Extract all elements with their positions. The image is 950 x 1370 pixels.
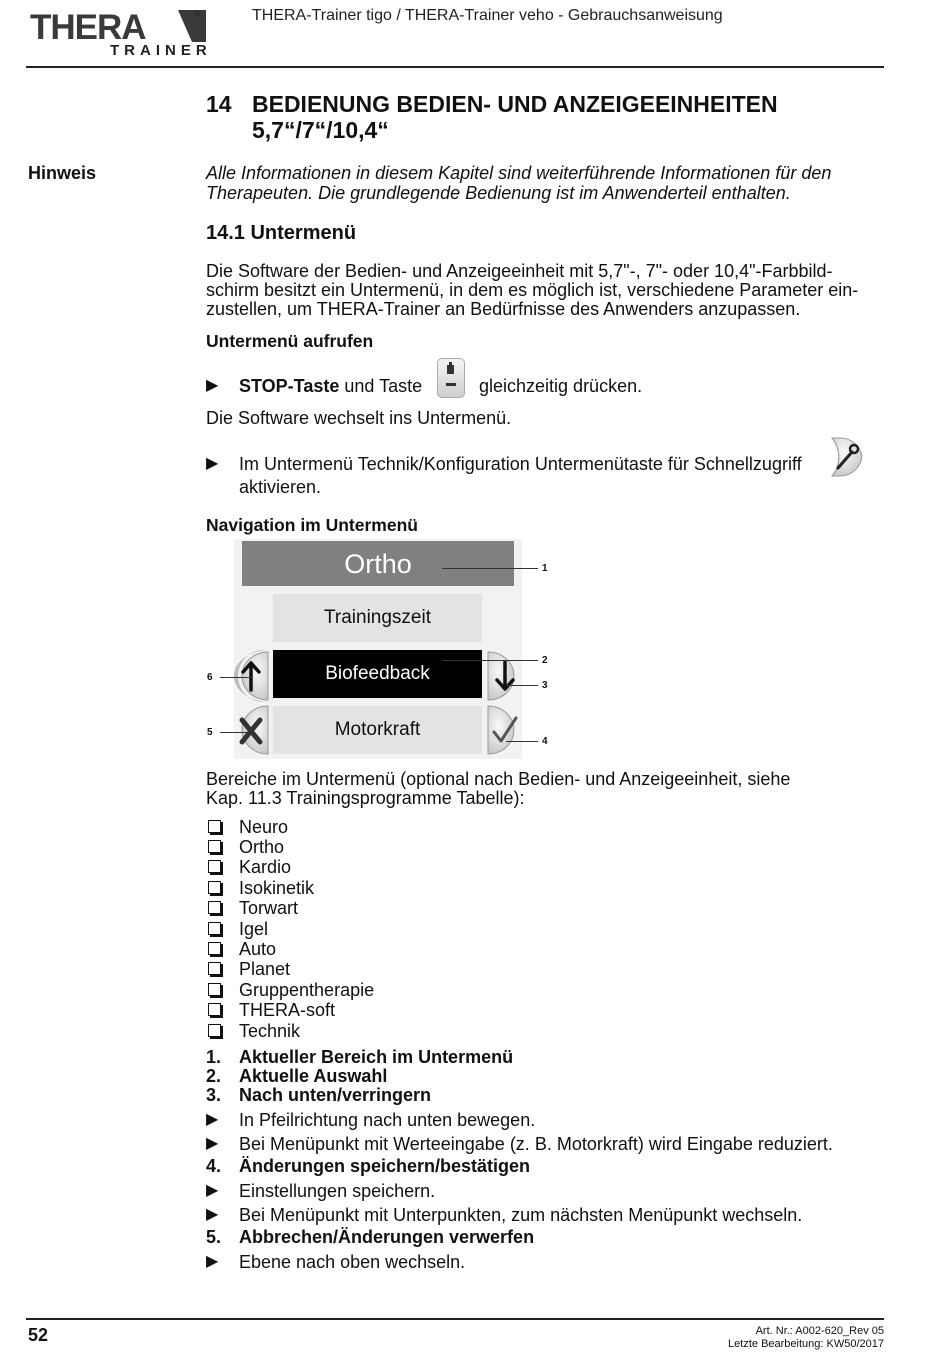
registered-mark: ® <box>194 10 200 19</box>
plus-minus-key-icon <box>437 358 465 398</box>
bullet-arrow-icon: ▶ <box>206 1206 219 1223</box>
navigation-heading: Navigation im Untermenü <box>206 515 418 535</box>
last-edit: Letzte Bearbeitung: KW50/2017 <box>728 1338 884 1350</box>
menu-item-trainingszeit[interactable]: Trainingszeit <box>273 594 482 642</box>
callout-leader-5 <box>220 732 252 733</box>
checkbox-icon <box>208 942 221 955</box>
callout-leader-1 <box>442 568 538 569</box>
checkbox-icon <box>208 840 221 853</box>
checkbox-icon <box>208 922 221 935</box>
document-title: THERA-Trainer tigo / THERA-Trainer veho - Gebrauchsanweisung <box>252 7 723 24</box>
chapter-number: 14 <box>206 91 232 117</box>
checkbox-icon <box>208 1003 221 1016</box>
checkbox-icon <box>208 983 221 996</box>
callout-3: 3 <box>542 680 548 691</box>
hint-text <box>206 163 876 203</box>
hint-line: Therapeuten. Die grundlegende Bedienung ist im Anwenderteil enthalten. <box>206 183 791 203</box>
stop-key-label: STOP-Taste <box>239 376 340 396</box>
hint-label: Hinweis <box>28 163 97 183</box>
step-quick-access <box>206 453 886 499</box>
checkbox-icon <box>208 1024 221 1037</box>
svg-text:THERA: THERA <box>30 8 146 46</box>
intro-line: Die Software der Bedien- und Anzeigeeinheit mit 5,7"-, 7"- oder 10,4"-Farbbild- <box>206 261 833 281</box>
up-arrow-button[interactable] <box>234 650 270 702</box>
down-arrow-button[interactable] <box>486 650 522 702</box>
menu-item-motorkraft[interactable]: Motorkraft <box>273 706 482 754</box>
footer-info <box>728 1325 884 1351</box>
bullet-arrow-icon: ▶ <box>206 1182 219 1199</box>
thera-logo <box>30 8 206 46</box>
logo-trainer-text: TRAINER <box>110 42 212 59</box>
section-heading: 14.1 Untermenü <box>206 222 357 244</box>
step-stop-key <box>206 375 886 397</box>
callout-leader-3 <box>506 685 538 686</box>
bullet-arrow-icon: ▶ <box>206 1253 219 1270</box>
menu-item-biofeedback[interactable]: Biofeedback <box>273 650 482 698</box>
bullet-arrow-icon: ▶ <box>206 455 219 472</box>
step-text: aktivieren. <box>239 477 322 497</box>
checkbox-icon <box>208 820 221 833</box>
current-area-bar: Ortho <box>242 541 514 586</box>
callout-leader-6 <box>220 677 252 678</box>
callout-6: 6 <box>207 672 213 683</box>
section-intro <box>206 262 886 319</box>
bullet-arrow-icon: ▶ <box>206 1135 219 1152</box>
callout-leader-2 <box>442 660 538 661</box>
bullet-arrow-icon: ▶ <box>206 377 219 394</box>
cancel-x-button[interactable] <box>234 704 270 756</box>
bullet-arrow-icon: ▶ <box>206 1111 219 1128</box>
step-text: und Taste <box>339 376 423 396</box>
step-text: Im Untermenü Technik/Konfiguration Untermenütaste für Schnellzugriff <box>239 454 802 474</box>
areas-intro-line: Bereiche im Untermenü (optional nach Bedien- und Anzeigeeinheit, siehe <box>206 769 791 789</box>
page-number: 52 <box>28 1325 49 1345</box>
callout-1: 1 <box>542 563 548 574</box>
chapter-title-line2: 5,7“/7“/10,4“ <box>252 117 389 143</box>
callout-2: 2 <box>542 655 548 666</box>
submenu-result-text: Die Software wechselt ins Untermenü. <box>206 408 512 428</box>
checkbox-icon <box>208 881 221 894</box>
intro-line: zustellen, um THERA-Trainer an Bedürfnisse des Anwenders anzupassen. <box>206 299 801 319</box>
open-submenu-heading: Untermenü aufrufen <box>206 331 374 351</box>
wrench-icon <box>830 436 864 478</box>
checkbox-icon <box>208 860 221 873</box>
checkbox-icon <box>208 901 221 914</box>
footer-divider <box>26 1318 884 1320</box>
checkbox-icon <box>208 962 221 975</box>
article-number: Art. Nr.: A002-620_Rev 05 <box>755 1325 884 1337</box>
callout-4: 4 <box>542 736 548 747</box>
chapter-title-line1: BEDIENUNG BEDIEN- UND ANZEIGEEINHEITEN <box>252 91 778 117</box>
chapter-heading <box>206 91 886 143</box>
callout-leader-4 <box>506 741 538 742</box>
header-divider <box>26 66 884 68</box>
areas-intro <box>206 770 886 808</box>
step-text-end: gleichzeitig drücken. <box>479 376 643 396</box>
intro-line: schirm besitzt ein Untermenü, in dem es möglich ist, verschiedene Parameter ein- <box>206 280 859 300</box>
callout-5: 5 <box>207 727 213 738</box>
hint-line: Alle Informationen in diesem Kapitel sind weiterführende Informationen für den <box>206 163 832 183</box>
confirm-check-button[interactable] <box>486 704 522 756</box>
areas-intro-line: Kap. 11.3 Trainingsprogramme Tabelle): <box>206 788 525 808</box>
